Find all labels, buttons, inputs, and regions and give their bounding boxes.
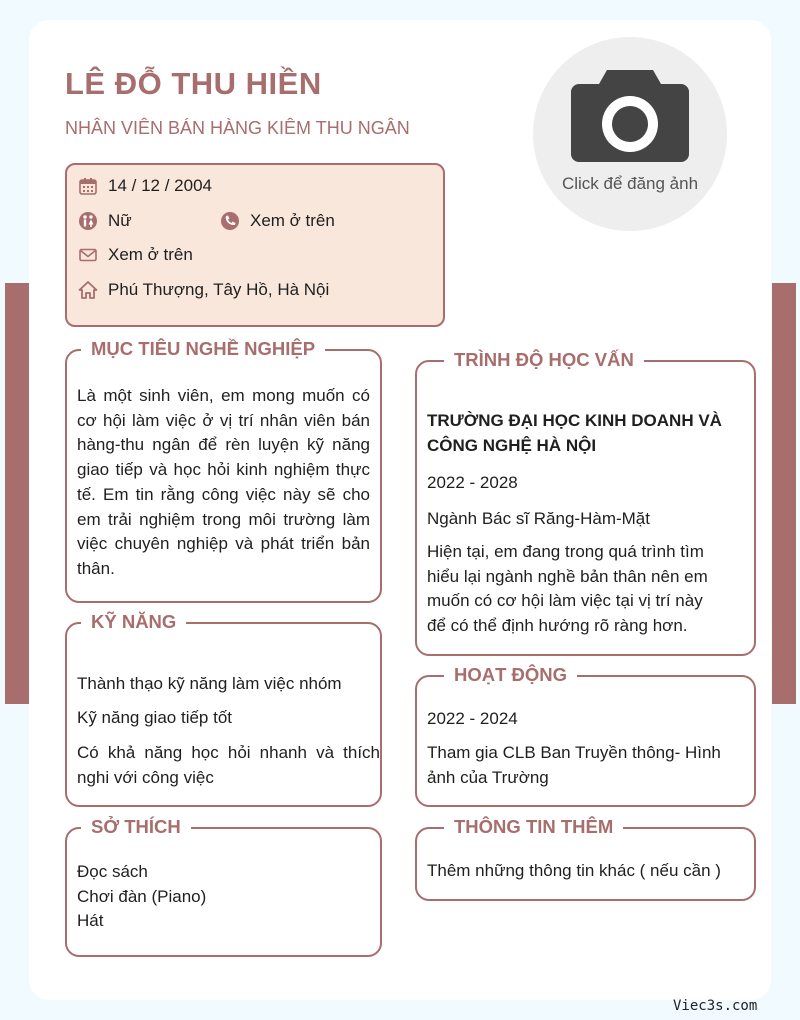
additional-info-text[interactable]: Thêm những thông tin khác ( nếu cần ) bbox=[427, 861, 721, 880]
skill-item[interactable]: Thành thạo kỹ năng làm việc nhóm bbox=[77, 674, 342, 693]
objective-line: tế. Em tin rằng công việc này sẽ cho bbox=[77, 484, 370, 504]
activities-description-line: ảnh của Trường bbox=[427, 767, 549, 787]
education-description-line: muốn có cơ hội làm việc tại vị trí này bbox=[427, 591, 703, 611]
objective-line: hàng-thu ngân để rèn luyện kỹ năng bbox=[77, 435, 370, 455]
phone-value[interactable]: Xem ở trên bbox=[250, 211, 335, 230]
hobbies-section bbox=[65, 816, 382, 957]
additional-info-title: THÔNG TIN THÊM bbox=[444, 815, 623, 839]
education-description-line: Hiện tại, em đang trong quá trình tìm bbox=[427, 542, 704, 561]
email-icon bbox=[78, 245, 98, 265]
gender-icon bbox=[78, 211, 98, 231]
objective-line: Là một sinh viên, em mong muốn có bbox=[77, 386, 370, 405]
education-major[interactable]: Ngành Bác sĩ Răng-Hàm-Mặt bbox=[427, 509, 650, 528]
objective-line: thân. bbox=[77, 558, 115, 578]
job-title[interactable]: NHÂN VIÊN BÁN HÀNG KIÊM THU NGÂN bbox=[65, 118, 410, 138]
birthday-row bbox=[78, 176, 212, 196]
calendar-icon bbox=[78, 176, 98, 196]
activities-section bbox=[415, 664, 756, 807]
objective-line: giao tiếp và học hỏi kinh nghiệm thực bbox=[77, 460, 370, 480]
education-years[interactable]: 2022 - 2028 bbox=[427, 473, 518, 492]
photo-upload-caption: Click để đăng ảnh bbox=[561, 174, 699, 193]
phone-row bbox=[220, 211, 335, 231]
right-accent-bar bbox=[772, 283, 796, 704]
contact-info-box bbox=[65, 163, 445, 327]
hobby-item: Đọc sách bbox=[77, 862, 148, 881]
education-section bbox=[415, 349, 756, 656]
career-objective-title: MỤC TIÊU NGHỀ NGHIỆP bbox=[81, 337, 325, 361]
objective-line: việc chuyên nghiệp và phát triển bản bbox=[77, 534, 370, 554]
gender-value[interactable]: Nữ bbox=[108, 211, 132, 230]
phone-icon bbox=[220, 211, 240, 231]
objective-line: em trải nghiệm trong môi trường làm bbox=[77, 509, 370, 529]
camera-icon bbox=[571, 66, 689, 166]
education-school[interactable] bbox=[427, 409, 747, 458]
hobby-item: Chơi đàn (Piano) bbox=[77, 886, 207, 906]
left-accent-bar bbox=[5, 283, 29, 704]
activities-description[interactable] bbox=[427, 741, 747, 790]
email-row bbox=[78, 245, 193, 265]
email-value[interactable]: Xem ở trên bbox=[108, 245, 193, 264]
activities-title: HOẠT ĐỘNG bbox=[444, 663, 577, 687]
objective-line: cơ hội làm việc ở vị trí nhân viên bán bbox=[77, 410, 370, 430]
home-icon bbox=[78, 280, 98, 300]
hobby-item: Hát bbox=[77, 911, 104, 931]
education-description[interactable] bbox=[427, 540, 747, 639]
hobbies-list[interactable] bbox=[77, 860, 206, 934]
skill-item-line: nghi với công việc bbox=[77, 767, 214, 787]
activities-years[interactable]: 2022 - 2024 bbox=[427, 709, 518, 728]
skill-item[interactable] bbox=[77, 741, 380, 790]
address-value[interactable]: Phú Thượng, Tây Hồ, Hà Nội bbox=[108, 280, 330, 299]
activities-description-line: Tham gia CLB Ban Truyền thông- Hình bbox=[427, 743, 721, 762]
career-objective-section bbox=[65, 338, 382, 603]
candidate-name[interactable]: LÊ ĐỖ THU HIỀN bbox=[65, 66, 322, 101]
skill-item[interactable]: Kỹ năng giao tiếp tốt bbox=[77, 708, 233, 727]
education-description-line: hiểu lại ngành nghề bản thân nên em bbox=[427, 566, 708, 586]
hobbies-title: SỞ THÍCH bbox=[81, 815, 191, 839]
skill-item-line: Có khả năng học hỏi nhanh và thích bbox=[77, 743, 380, 762]
birthday-value[interactable]: 14 / 12 / 2004 bbox=[108, 176, 212, 195]
skills-section bbox=[65, 611, 382, 807]
career-objective-text[interactable] bbox=[77, 384, 370, 582]
skills-title: KỸ NĂNG bbox=[81, 610, 186, 634]
education-title: TRÌNH ĐỘ HỌC VẤN bbox=[444, 348, 644, 372]
address-row bbox=[78, 280, 329, 300]
watermark: Viec3s.com bbox=[673, 998, 758, 1014]
gender-row bbox=[78, 211, 132, 231]
education-description-line: để có thể định hướng rõ ràng hơn. bbox=[427, 616, 688, 636]
school-line: TRƯỜNG ĐẠI HỌC KINH DOANH VÀ bbox=[427, 411, 722, 430]
additional-info-section bbox=[415, 816, 756, 901]
school-line: CÔNG NGHỆ HÀ NỘI bbox=[427, 435, 597, 455]
photo-upload[interactable] bbox=[533, 37, 727, 231]
